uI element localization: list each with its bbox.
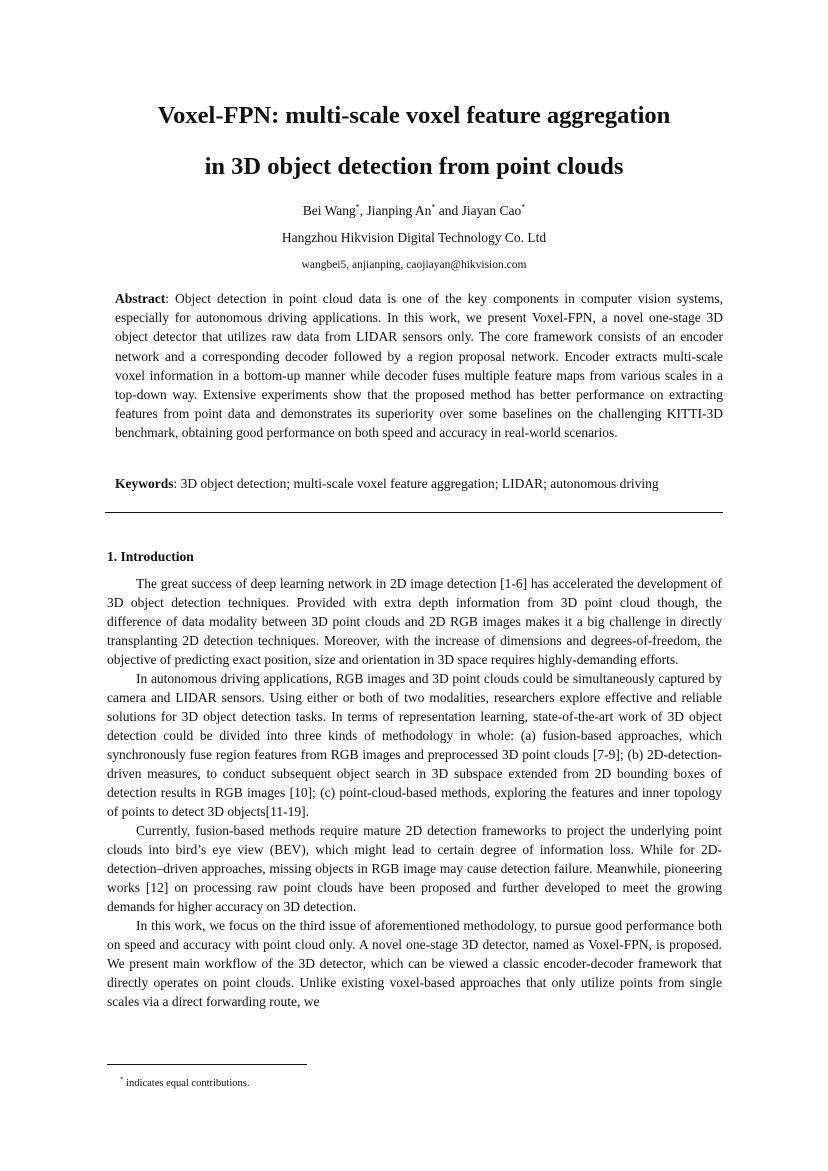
author-list <box>100 202 728 220</box>
author-name: Bei Wang <box>302 203 356 218</box>
keywords-label: Keywords <box>115 476 174 491</box>
footnote-divider <box>107 1064 307 1065</box>
body-paragraph: Currently, fusion-based methods require mature 2D detection frameworks to project the underlying point clouds into bird’s eye view (BEV), which might lead to certain degree of information loss. While for 2D-detection–driven approaches, missing objects in RGB image may cause detection failure. Meanwhile, pioneering works [12] on processing raw point clouds have been proposed and further developed to meet the growing demands for higher accuracy on 3D detection. <box>107 823 722 914</box>
equal-contribution-mark: * <box>521 202 526 212</box>
equal-contribution-mark: * <box>355 202 360 212</box>
affiliation: Hangzhou Hikvision Digital Technology Co. Ltd <box>281 230 547 245</box>
body-paragraph: In autonomous driving applications, RGB images and 3D point clouds could be simultaneously captured by camera and LIDAR sensors. Using either or both of two modalities, researchers explore effective and reliable solutions for 3D object detection tasks. In terms of representation learning, state-of-the-art work of 3D object detection could be divided into three kinds of methodology in whole: (a) fusion-based approaches, which synchronously fuse region features from RGB images and preprocessed 3D point clouds [7-9]; (b) 2D-detection-driven measures, to conduct subsequent object search in 3D subspace extended from 2D bounding boxes of detection results in RGB images [10]; (c) point-cloud-based methods, exploring the features and inner topology of points to detect 3D objects[11-19]. <box>107 671 722 819</box>
footnote <box>120 1077 249 1091</box>
paper-title-line-2: in 3D object detection from point clouds <box>204 153 624 180</box>
author-name: Jianping An <box>366 203 432 218</box>
introduction-body <box>107 574 722 1011</box>
abstract-label: Abstract <box>115 291 166 306</box>
author-emails: wangbei5, anjianping, caojiayan@hikvision.com <box>301 259 527 271</box>
keywords <box>115 474 723 493</box>
footnote-text: indicates equal contributions. <box>123 1078 250 1089</box>
author-separator: , <box>359 203 367 218</box>
keywords-text: : 3D object detection; multi-scale voxel feature aggregation; LIDAR; autonomous driving <box>173 476 659 491</box>
author-name: Jiayan Cao <box>461 203 522 218</box>
footnote-mark: * <box>120 1075 124 1084</box>
abstract-text: : Object detection in point cloud data is one of the key components in computer vision systems, especially for autonomous driving applications. In this work, we present Voxel-FPN, a novel one-stage 3D object detector that utilizes raw data from LIDAR sensors only. The core framework consists of an encoder network and a corresponding decoder followed by a region proposal network. Encoder extracts multi-scale voxel information in a bottom-up manner while decoder fuses multiple feature maps from various scales in a top-down way. Extensive experiments show that the proposed method has better performance on extracting features from point data and demonstrates its superiority over some baselines on the challenging KITTI-3D benchmark, obtaining good performance on both speed and accuracy in real-world scenarios. <box>115 291 723 441</box>
equal-contribution-mark: * <box>431 202 436 212</box>
section-divider <box>105 512 723 513</box>
paper-title-line-1: Voxel-FPN: multi-scale voxel feature aggregation <box>157 102 671 129</box>
section-heading-introduction: 1. Introduction <box>107 549 194 564</box>
body-paragraph: The great success of deep learning network in 2D image detection [1-6] has accelerated the development of 3D object detection techniques. Provided with extra depth information from 3D point cloud though, the difference of data modality between 3D point clouds and 2D RGB images makes it a big challenge in directly transplanting 2D detection techniques. Moreover, with the increase of dimensions and degrees-of-freedom, the objective of predicting exact position, size and orientation in 3D space requires highly-demanding efforts. <box>107 576 722 667</box>
author-separator: and <box>435 203 462 218</box>
body-paragraph: In this work, we focus on the third issue of aforementioned methodology, to pursue good performance both on speed and accuracy with point cloud only. A novel one-stage 3D detector, named as Voxel-FPN, is proposed. We present main workflow of the 3D detector, which can be viewed a classic encoder-decoder framework that directly operates on point clouds. Unlike existing voxel-based approaches that only utilize points from single scales via a direct forwarding route, we <box>107 918 722 1009</box>
abstract <box>115 289 723 443</box>
